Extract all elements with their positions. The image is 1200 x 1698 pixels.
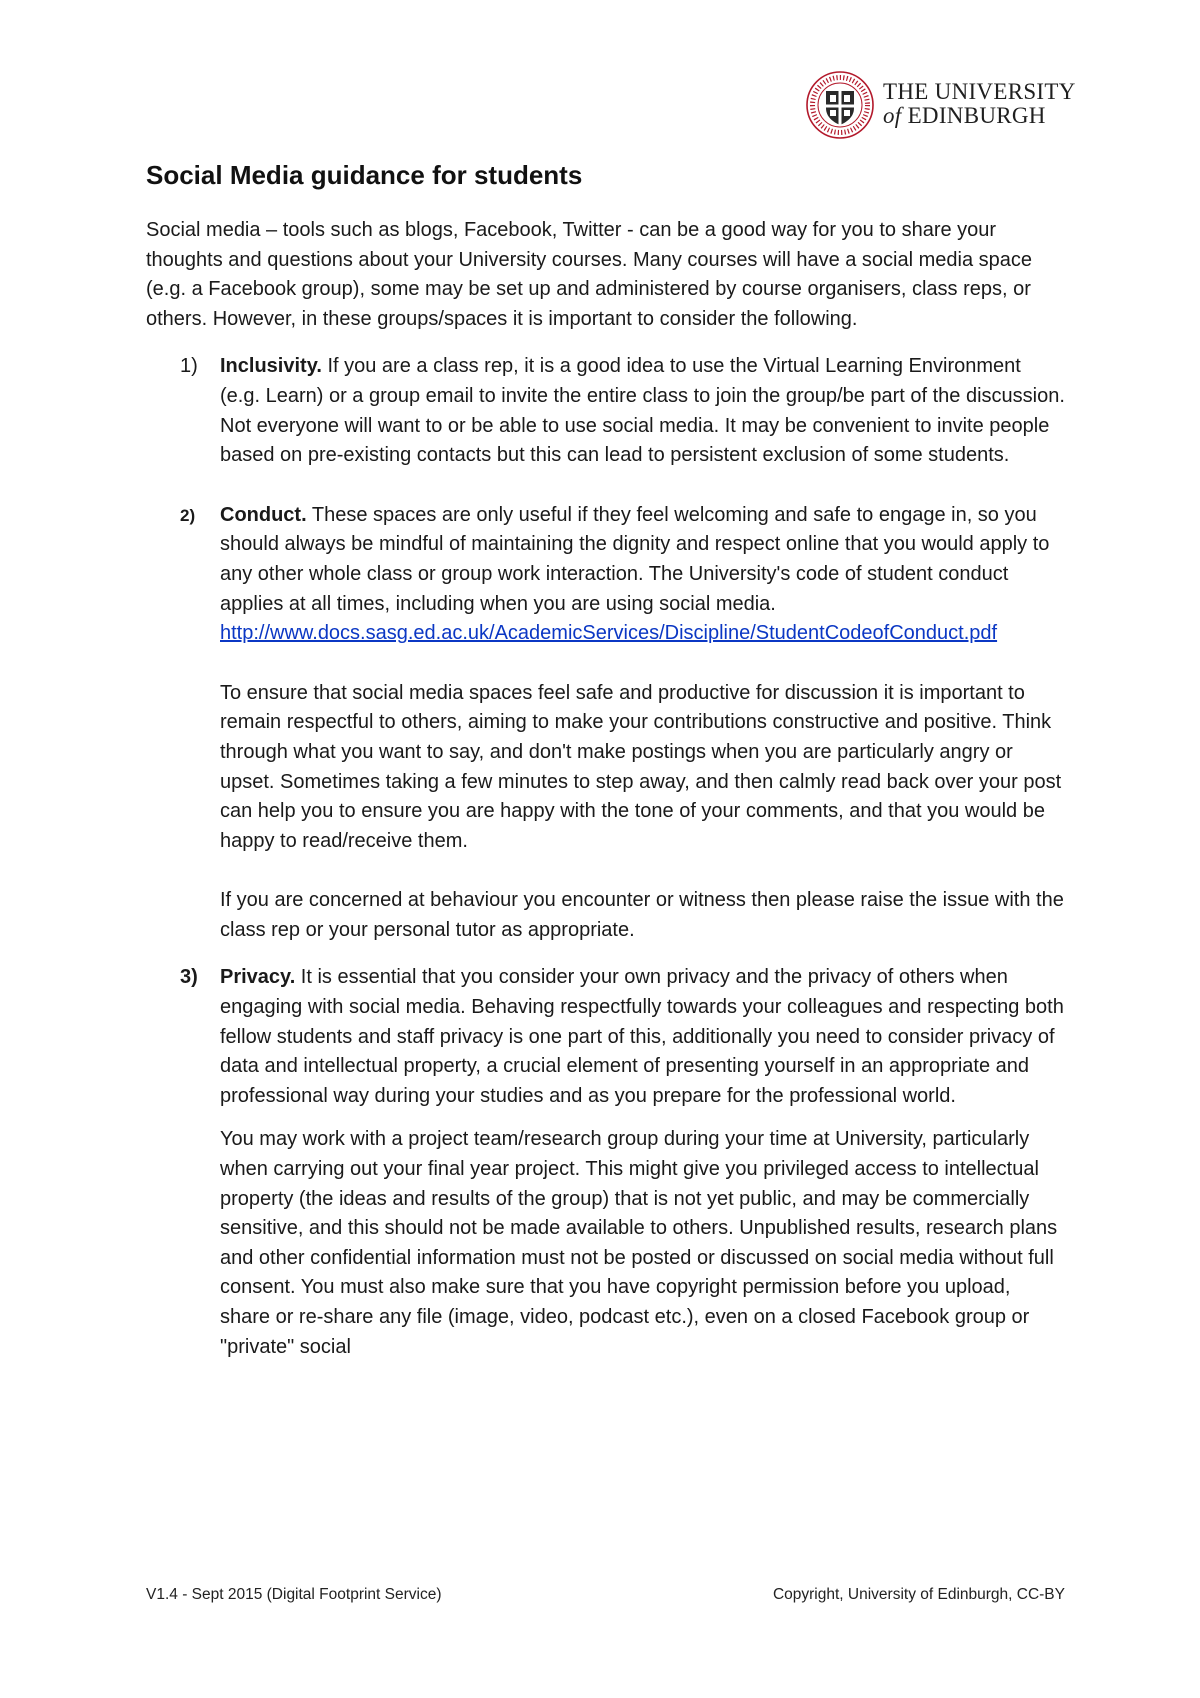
list-number: 3) — [180, 966, 198, 989]
list-item-inclusivity — [146, 352, 1066, 470]
logo-of: of — [883, 103, 902, 128]
document-body — [146, 216, 1066, 1362]
page-title: Social Media guidance for students — [146, 160, 583, 190]
list-number: 2) — [180, 505, 196, 525]
item-paragraph-2: You may work with a project team/research group during your time at University, particularly when carrying out your final year project. This might give you privileged access to intellectual property (the ideas and results of the group) that is not yet public, and may be commercially sensitive, and this should not be made available to others. Unpublished results, research plans and other confidential information must not be posted or discussed on social media without full consent. You must also make sure that you have copyright permission before you upload, share or re-share any file (image, video, podcast etc.), even on a closed Facebook group or "private" social — [220, 1128, 1058, 1358]
logo-name: EDINBURGH — [907, 103, 1046, 128]
logo-line-2 — [883, 104, 1076, 128]
item-paragraph-3: If you are concerned at behaviour you encounter or witness then please raise the issue with the class rep or your personal tutor as appropriate. — [220, 889, 1064, 941]
item-lead: Inclusivity. — [220, 355, 322, 378]
item-paragraph — [220, 352, 1066, 470]
list-number: 1) — [180, 355, 198, 378]
logo-line-1: THE UNIVERSITY — [883, 79, 1076, 104]
intro-paragraph: Social media – tools such as blogs, Facebook, Twitter - can be a good way for you to share your thoughts and questions about your University courses. Many courses will have a social media space (e.g. a Facebook group), some may be set up and administered by course organisers, class reps, or others. However, in these groups/spaces it is important to consider the following. — [146, 219, 1033, 330]
logo-wordmark — [883, 80, 1076, 128]
item-paragraph — [220, 963, 1066, 1111]
item-paragraph — [220, 501, 1066, 649]
university-crest-icon — [805, 70, 875, 140]
code-of-conduct-link[interactable]: http://www.docs.sasg.ed.ac.uk/AcademicServices/Discipline/StudentCodeofConduct.pdf — [220, 622, 998, 645]
list-item-privacy — [146, 963, 1066, 1362]
footer-version: V1.4 - Sept 2015 (Digital Footprint Service) — [146, 1586, 442, 1603]
item-paragraph-2: To ensure that social media spaces feel safe and productive for discussion it is important to remain respectful to others, aiming to make your contributions constructive and positive. Think through what you want to say, and don't make postings when you are particularly angry or upset. Sometimes taking a few minutes to step away, and then calmly read back over your post can help you to ensure you are happy with the tone of your comments, and that you would be happy to read/receive them. — [220, 681, 1062, 852]
item-lead: Conduct. — [220, 503, 307, 526]
footer-copyright: Copyright, University of Edinburgh, CC-BY — [772, 1586, 1065, 1603]
item-text: If you are a class rep, it is a good idea to use the Virtual Learning Environment (e.g. Learn) or a group email to invite the entire class to join the group/be part of the discussion. Not everyone will want to or be able to use social media. It may be convenient to invite people based on pre-existing contacts but this can lead to persistent exclusion of some students. — [220, 355, 1065, 467]
item-text: These spaces are only useful if they feel welcoming and safe to engage in, so you should always be mindful of maintaining the dignity and respect online that you would apply to any other whole class or group work interaction. The University's code of student conduct applies at all times, including when you are using social media. — [220, 503, 1050, 615]
item-text: It is essential that you consider your own privacy and the privacy of others when engaging with social media. Behaving respectfully towards your colleagues and respecting both fellow students and staff privacy is one part of this, additionally you need to consider privacy of data and intellectual property, a crucial element of presenting yourself in an appropriate and professional way during your studies and as you prepare for the professional world. — [220, 966, 1064, 1107]
item-lead: Privacy. — [220, 966, 296, 989]
list-item-conduct — [146, 501, 1066, 946]
university-logo — [805, 70, 1076, 140]
